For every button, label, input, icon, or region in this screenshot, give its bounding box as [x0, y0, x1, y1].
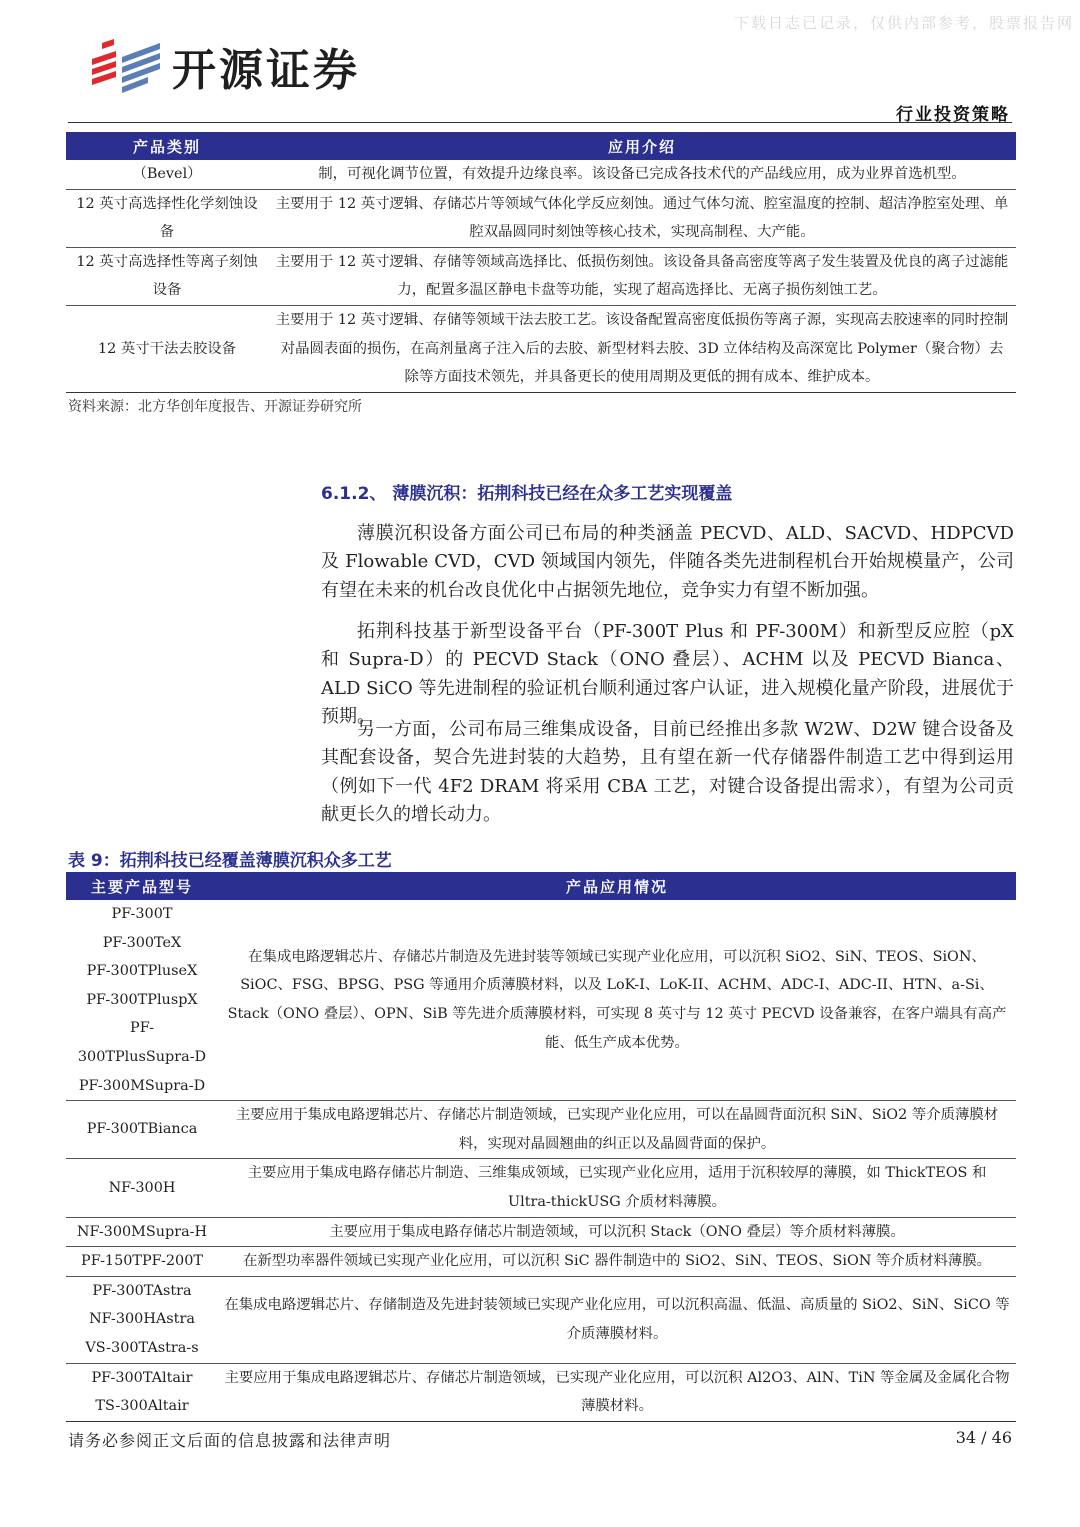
- etch-equipment-table: [66, 132, 1016, 393]
- model-name: PF-300TPlusSupra-D: [77, 1020, 207, 1065]
- model-name: NF-300MSupra-H: [76, 1223, 208, 1240]
- model-name: TS-300Altair: [95, 1398, 189, 1415]
- product-models: [66, 1276, 218, 1363]
- table-row: [66, 900, 1016, 1101]
- kaiyuan-logo-icon: [88, 35, 164, 97]
- application-desc: 制，可视化调节位置，有效提升边缘良率。该设备已完成各技术代的产品线应用，成为业界首选机型。: [268, 160, 1016, 189]
- model-name: PF-300TAltair: [91, 1369, 193, 1386]
- table-source-note: 资料来源：北方华创年度报告、开源证券研究所: [68, 399, 362, 415]
- table-row: [66, 189, 1016, 247]
- product-models: [66, 1363, 218, 1421]
- product-models: [66, 1247, 218, 1277]
- model-name: PF-300MSupra-D: [78, 1077, 206, 1094]
- model-name: PF-300TeX: [102, 934, 182, 951]
- application-desc: 主要用于 12 英寸逻辑、存储等领域干法去胶工艺。该设备配置高密度低损伤等离子源，实现高去胶速率的同时控制对晶圆表面的损伤，在高剂量离子注入后的去胶、新型材料去胶、3D 立体结构及高深宽比 Polymer（聚合物）去除等方面技术领先，并具备更长的使用周期及更低的拥有成本、维护成本。: [268, 305, 1016, 392]
- column-header: 主要产品型号: [66, 872, 218, 900]
- model-name: VS-300TAstra-s: [85, 1339, 199, 1356]
- table-row: [66, 1159, 1016, 1217]
- product-category: 12 英寸干法去胶设备: [66, 305, 268, 392]
- product-models: [66, 1101, 218, 1159]
- model-name: NF-300HAstra: [89, 1311, 195, 1328]
- model-name: PF-300TPluspX: [86, 991, 198, 1008]
- application-desc: 在集成电路逻辑芯片、存储芯片制造及先进封装等领域已实现产业化应用，可以沉积 SiO2、SiN、TEOS、SiON、SiOC、FSG、BPSG、PSG 等通用介质薄膜材料，以及 LoK-I、LoK-II、ACHM、ADC-I、ADC-II、HTN、a-Si、Stack（ONO 叠层）、OPN、SiB 等先进介质薄膜材料，可实现 8 英寸与 12 英寸 PECVD 设备兼容，在客户端具有高产能、低生产成本优势。: [218, 900, 1016, 1101]
- table-row: [66, 1217, 1016, 1247]
- column-header: 应用介绍: [268, 132, 1016, 160]
- body-paragraph: 另一方面，公司布局三维集成设备，目前已经推出多款 W2W、D2W 键合设备及其配套设备，契合先进封装的大趋势，且有望在新一代存储器件制造工艺中得到运用（例如下一代 4F2 DRAM 将采用 CBA 工艺，对键合设备提出需求），有望为公司贡献更长久的增长动力。: [321, 719, 1014, 825]
- product-category: 12 英寸高选择性等离子刻蚀设备: [66, 247, 268, 305]
- product-category: 12 英寸高选择性化学刻蚀设备: [66, 189, 268, 247]
- application-desc: 主要用于 12 英寸逻辑、存储芯片等领域气体化学反应刻蚀。通过气体匀流、腔室温度的控制、超洁净腔室处理、单腔双晶圆同时刻蚀等核心技术，实现高制程、大产能。: [268, 189, 1016, 247]
- header-divider: [68, 122, 1012, 123]
- table-row: [66, 160, 1016, 189]
- application-desc: 主要应用于集成电路逻辑芯片、存储芯片制造领域，已实现产业化应用，可以在晶圆背面沉积 SiN、SiO2 等介质薄膜材料，实现对晶圆翘曲的纠正以及晶圆背面的保护。: [218, 1101, 1016, 1159]
- thin-film-products-table: [66, 872, 1016, 1422]
- section-heading: 6.1.2、 薄膜沉积：拓荆科技已经在众多工艺实现覆盖: [321, 484, 733, 504]
- body-paragraph: 拓荆科技基于新型设备平台（PF-300T Plus 和 PF-300M）和新型反应腔（pX 和 Supra-D）的 PECVD Stack（ONO 叠层）、ACHM 以及 PECVD Bianca、ALD SiCO 等先进制程的验证机台顺利通过客户认证，进入规模化量产阶段，进展优于预期。: [321, 621, 1014, 727]
- application-desc: 主要应用于集成电路存储芯片制造、三维集成领域，已实现产业化应用，适用于沉积较厚的薄膜，如 ThickTEOS 和 Ultra-thickUSG 介质材料薄膜。: [218, 1159, 1016, 1217]
- model-name: PF-300T: [111, 906, 173, 922]
- application-desc: 主要用于 12 英寸逻辑、存储等领域高选择比、低损伤刻蚀。该设备具备高密度等离子发生装置及优良的离子过滤能力，配置多温区静电卡盘等功能，实现了超高选择比、无离子损伤刻蚀工艺。: [268, 247, 1016, 305]
- table-caption: 表 9：拓荆科技已经覆盖薄膜沉积众多工艺: [68, 851, 392, 871]
- model-name: PF-300TAstra: [92, 1282, 192, 1299]
- column-header: 产品应用情况: [218, 872, 1016, 900]
- model-name: PF-150TPF-200T: [81, 1253, 203, 1270]
- table-header-row: [66, 132, 1016, 160]
- product-models: [66, 1159, 218, 1217]
- application-desc: 主要应用于集成电路存储芯片制造领域，可以沉积 Stack（ONO 叠层）等介质材料薄膜。: [218, 1217, 1016, 1247]
- brand-logo: [88, 34, 360, 98]
- watermark: 下载日志已记录，仅供内部参考，股票报告网: [733, 14, 1074, 32]
- brand-name: 开源证券: [172, 45, 360, 96]
- product-models: [66, 900, 218, 1101]
- page-number: 34 / 46: [955, 1428, 1012, 1447]
- model-name: PF-300TBianca: [86, 1121, 198, 1138]
- application-desc: 在新型功率器件领域已实现产业化应用，可以沉积 SiC 器件制造中的 SiO2、SiN、TEOS、SiON 等介质材料薄膜。: [218, 1247, 1016, 1277]
- product-category: （Bevel）: [66, 160, 268, 189]
- table-row: [66, 1101, 1016, 1159]
- table-row: [66, 247, 1016, 305]
- column-header: 产品类别: [66, 132, 268, 160]
- table-row: [66, 1363, 1016, 1421]
- model-name: NF-300H: [108, 1179, 176, 1196]
- application-desc: 在集成电路逻辑芯片、存储制造及先进封装领域已实现产业化应用，可以沉积高温、低温、高质量的 SiO2、SiN、SiCO 等介质薄膜材料。: [218, 1276, 1016, 1363]
- model-name: PF-300TPluseX: [86, 963, 198, 980]
- footer-disclaimer: 请务必参阅正文后面的信息披露和法律声明: [68, 1431, 392, 1450]
- table-row: [66, 1247, 1016, 1277]
- table-row: [66, 1276, 1016, 1363]
- table-row: [66, 305, 1016, 392]
- product-models: [66, 1217, 218, 1247]
- application-desc: 主要应用于集成电路逻辑芯片、存储芯片制造领域，已实现产业化应用，可以沉积 Al2O3、AlN、TiN 等金属及金属化合物薄膜材料。: [218, 1363, 1016, 1421]
- document-type: 行业投资策略: [896, 105, 1010, 125]
- body-paragraph: 薄膜沉积设备方面公司已布局的种类涵盖 PECVD、ALD、SACVD、HDPCVD 及 Flowable CVD，CVD 领域国内领先，伴随各类先进制程机台开始规模量产，公司有望在未来的机台改良优化中占据领先地位，竞争实力有望不断加强。: [321, 523, 1014, 601]
- table-header-row: [66, 872, 1016, 900]
